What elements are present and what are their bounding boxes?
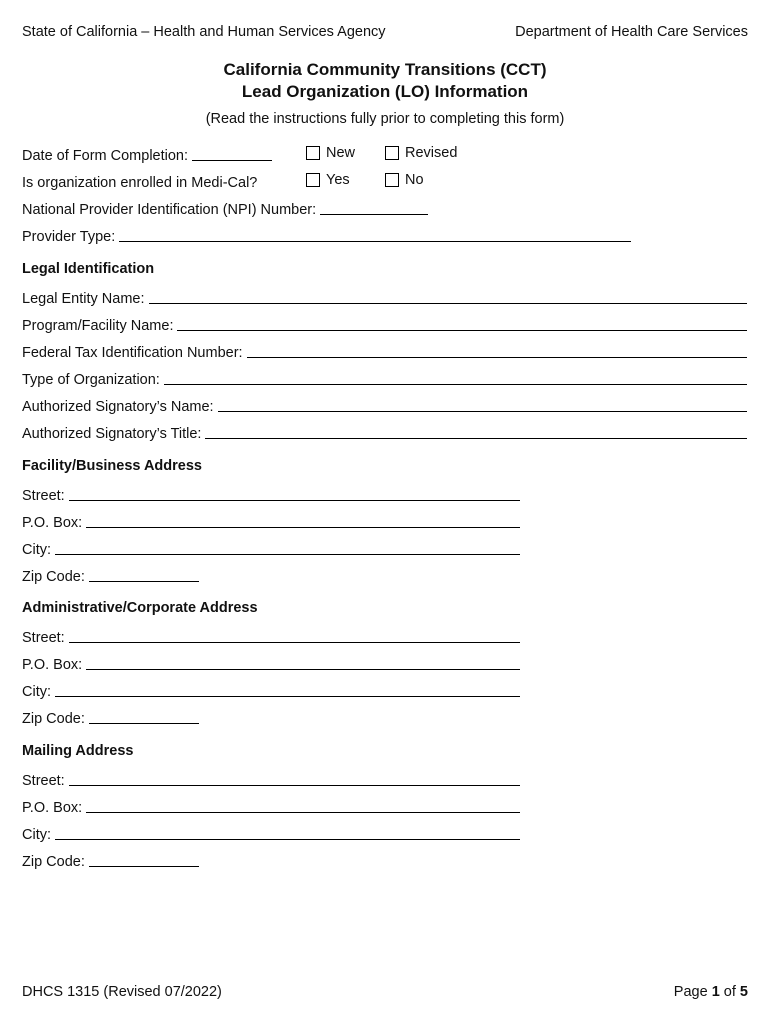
revised-checkbox[interactable] — [385, 146, 399, 160]
program-facility-field[interactable] — [177, 330, 747, 331]
facility-street-field[interactable] — [69, 500, 520, 501]
facility-pobox-field[interactable] — [86, 527, 520, 528]
form-title-line2: Lead Organization (LO) Information — [241, 82, 529, 101]
signatory-title-field[interactable] — [205, 438, 747, 439]
new-checkbox[interactable] — [306, 146, 320, 160]
legal-entity-row — [22, 287, 747, 307]
department-header: Department of Health Care Services — [515, 24, 748, 40]
no-label: No — [405, 172, 424, 188]
form-title-line1: California Community Transitions (CCT) — [223, 60, 547, 79]
agency-header: State of California – Health and Human Services Agency — [22, 24, 386, 40]
provider-type-field[interactable] — [119, 241, 631, 242]
facility-street-label: Street: — [22, 488, 65, 504]
date-row — [22, 144, 272, 164]
tax-id-label: Federal Tax Identification Number: — [22, 345, 243, 361]
npi-row — [22, 198, 428, 218]
mailing-city-field[interactable] — [55, 839, 520, 840]
program-facility-label: Program/Facility Name: — [22, 318, 174, 334]
mailing-heading: Mailing Address — [22, 743, 134, 759]
no-checkbox[interactable] — [385, 173, 399, 187]
date-field[interactable] — [192, 160, 272, 161]
admin-zip-label: Zip Code: — [22, 711, 85, 727]
admin-city-field[interactable] — [55, 696, 520, 697]
yes-checkbox[interactable] — [306, 173, 320, 187]
no-option[interactable] — [385, 172, 424, 188]
page-number — [674, 984, 748, 1000]
admin-street-label: Street: — [22, 630, 65, 646]
legal-entity-label: Legal Entity Name: — [22, 291, 145, 307]
facility-city-label: City: — [22, 542, 51, 558]
admin-street-row — [22, 626, 520, 646]
revised-option[interactable] — [385, 145, 457, 161]
mailing-zip-field[interactable] — [89, 866, 199, 867]
new-option[interactable] — [306, 145, 355, 161]
page-current: 1 — [711, 984, 720, 1000]
admin-pobox-field[interactable] — [86, 669, 520, 670]
medi-cal-row — [22, 171, 257, 191]
date-label: Date of Form Completion: — [22, 148, 189, 164]
page-total: 5 — [739, 984, 748, 1000]
npi-label: National Provider Identification (NPI) Number: — [22, 202, 317, 218]
mailing-pobox-row — [22, 796, 520, 816]
mailing-pobox-label: P.O. Box: — [22, 800, 83, 816]
mailing-city-row — [22, 823, 520, 843]
admin-city-row — [22, 680, 520, 700]
admin-city-label: City: — [22, 684, 51, 700]
mailing-street-field[interactable] — [69, 785, 520, 786]
form-subtitle: (Read the instructions fully prior to completing this form) — [205, 111, 565, 127]
mailing-city-label: City: — [22, 827, 51, 843]
provider-type-label: Provider Type: — [22, 229, 116, 245]
org-type-label: Type of Organization: — [22, 372, 160, 388]
tax-id-row — [22, 341, 747, 361]
mailing-street-label: Street: — [22, 773, 65, 789]
program-facility-row — [22, 314, 747, 334]
admin-zip-field[interactable] — [89, 723, 199, 724]
provider-type-row — [22, 225, 631, 245]
facility-city-field[interactable] — [55, 554, 520, 555]
mailing-pobox-field[interactable] — [86, 812, 520, 813]
npi-field[interactable] — [320, 214, 428, 215]
page-of: of — [723, 984, 736, 1000]
mailing-zip-row — [22, 850, 199, 870]
signatory-name-row — [22, 395, 747, 415]
signatory-title-row — [22, 422, 747, 442]
legal-entity-field[interactable] — [149, 303, 747, 304]
page-prefix: Page — [673, 984, 708, 1000]
admin-pobox-row — [22, 653, 520, 673]
facility-pobox-row — [22, 511, 520, 531]
new-label: New — [326, 145, 356, 161]
signatory-name-field[interactable] — [218, 411, 747, 412]
admin-street-field[interactable] — [69, 642, 520, 643]
org-type-row — [22, 368, 747, 388]
facility-city-row — [22, 538, 520, 558]
revised-label: Revised — [405, 145, 458, 161]
facility-heading: Facility/Business Address — [22, 458, 202, 474]
form-id: DHCS 1315 (Revised 07/2022) — [22, 984, 222, 1000]
yes-option[interactable] — [306, 172, 350, 188]
admin-heading: Administrative/Corporate Address — [22, 600, 258, 616]
tax-id-field[interactable] — [247, 357, 747, 358]
yes-label: Yes — [326, 172, 350, 188]
medi-cal-label: Is organization enrolled in Medi-Cal? — [22, 175, 258, 191]
admin-zip-row — [22, 707, 199, 727]
signatory-title-label: Authorized Signatory’s Title: — [22, 426, 202, 442]
admin-pobox-label: P.O. Box: — [22, 657, 83, 673]
mailing-zip-label: Zip Code: — [22, 854, 85, 870]
facility-zip-field[interactable] — [89, 581, 199, 582]
facility-street-row — [22, 484, 520, 504]
org-type-field[interactable] — [164, 384, 747, 385]
facility-zip-label: Zip Code: — [22, 569, 85, 585]
signatory-name-label: Authorized Signatory’s Name: — [22, 399, 214, 415]
facility-pobox-label: P.O. Box: — [22, 515, 83, 531]
mailing-street-row — [22, 769, 520, 789]
legal-heading: Legal Identification — [22, 261, 155, 277]
facility-zip-row — [22, 565, 199, 585]
